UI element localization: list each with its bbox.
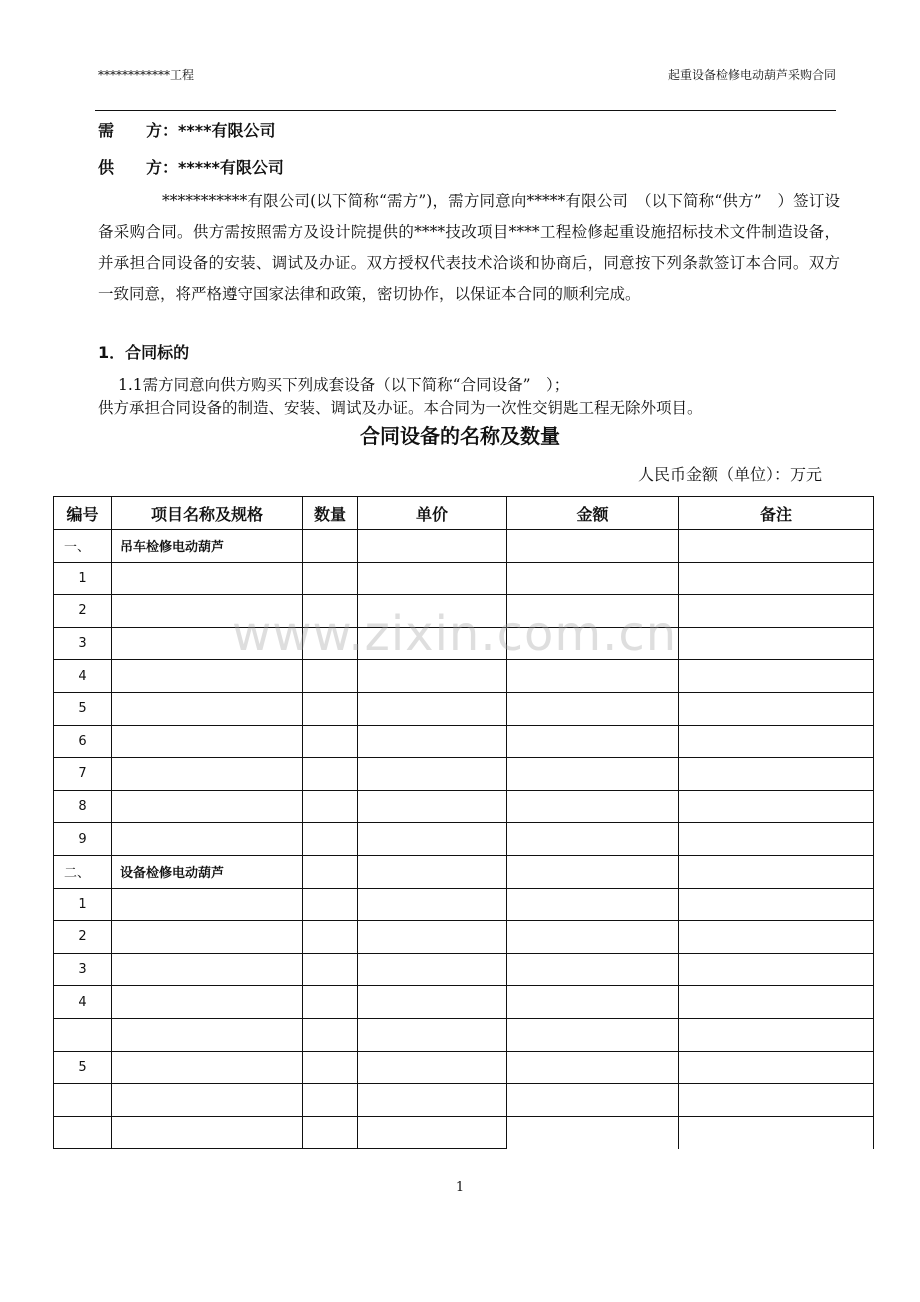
col-header-amount: 金额 bbox=[507, 497, 679, 530]
row-remark bbox=[679, 758, 874, 791]
row-number: 6 bbox=[54, 725, 112, 758]
col-header-qty: 数量 bbox=[303, 497, 358, 530]
row-amount bbox=[507, 823, 679, 856]
row-qty bbox=[303, 1018, 358, 1051]
row-amount bbox=[507, 921, 679, 954]
row-amount bbox=[507, 888, 679, 921]
row-item-name bbox=[112, 823, 303, 856]
row-qty bbox=[303, 888, 358, 921]
row-number: 3 bbox=[54, 627, 112, 660]
row-unit-price bbox=[358, 790, 507, 823]
row-remark bbox=[679, 530, 874, 563]
row-number: 8 bbox=[54, 790, 112, 823]
row-qty bbox=[303, 823, 358, 856]
row-item-name: 吊车检修电动葫芦 bbox=[112, 530, 303, 563]
row-amount bbox=[507, 953, 679, 986]
row-amount bbox=[507, 692, 679, 725]
row-unit-price bbox=[358, 1051, 507, 1084]
clause-1-1 bbox=[98, 374, 840, 420]
row-number bbox=[54, 1084, 112, 1117]
row-remark bbox=[679, 1018, 874, 1051]
row-remark bbox=[679, 823, 874, 856]
clause-line-1: 1.1需方同意向供方购买下列成套设备（以下简称“合同设备” ）； bbox=[118, 376, 570, 394]
row-unit-price bbox=[358, 562, 507, 595]
row-qty bbox=[303, 562, 358, 595]
row-number: 3 bbox=[54, 953, 112, 986]
table-row bbox=[54, 692, 874, 725]
row-number: 一、 bbox=[54, 530, 112, 563]
table-row bbox=[54, 855, 874, 888]
row-number: 二、 bbox=[54, 855, 112, 888]
row-unit-price bbox=[358, 921, 507, 954]
row-remark bbox=[679, 1084, 874, 1117]
row-number bbox=[54, 1116, 112, 1149]
row-number: 2 bbox=[54, 595, 112, 628]
table-row bbox=[54, 562, 874, 595]
row-amount bbox=[507, 1051, 679, 1084]
table-row bbox=[54, 660, 874, 693]
table-row bbox=[54, 530, 874, 563]
row-amount bbox=[507, 660, 679, 693]
row-remark bbox=[679, 692, 874, 725]
row-amount bbox=[507, 562, 679, 595]
row-qty bbox=[303, 986, 358, 1019]
row-unit-price bbox=[358, 1084, 507, 1117]
row-amount bbox=[507, 530, 679, 563]
buyer-line bbox=[98, 118, 276, 141]
row-item-name bbox=[112, 1051, 303, 1084]
row-amount bbox=[507, 1018, 679, 1051]
section-1-title: 1．合同标的 bbox=[98, 343, 190, 362]
row-amount bbox=[507, 1084, 679, 1117]
table-row bbox=[54, 1051, 874, 1084]
row-number: 2 bbox=[54, 921, 112, 954]
table-row bbox=[54, 790, 874, 823]
row-remark bbox=[679, 790, 874, 823]
row-item-name bbox=[112, 986, 303, 1019]
header-right: 起重设备检修电动葫芦采购合同 bbox=[667, 68, 836, 82]
table-row bbox=[54, 888, 874, 921]
row-number: 4 bbox=[54, 660, 112, 693]
row-remark bbox=[679, 855, 874, 888]
row-item-name bbox=[112, 790, 303, 823]
row-item-name bbox=[112, 1116, 303, 1149]
seller-name: *****有限公司 bbox=[178, 158, 284, 177]
table-row bbox=[54, 758, 874, 791]
row-remark bbox=[679, 921, 874, 954]
row-number bbox=[54, 1018, 112, 1051]
row-qty bbox=[303, 725, 358, 758]
table-row bbox=[54, 921, 874, 954]
buyer-name: ****有限公司 bbox=[178, 121, 276, 140]
row-unit-price bbox=[358, 855, 507, 888]
row-unit-price bbox=[358, 725, 507, 758]
row-number: 5 bbox=[54, 1051, 112, 1084]
row-unit-price bbox=[358, 888, 507, 921]
row-item-name bbox=[112, 1018, 303, 1051]
table-row bbox=[54, 725, 874, 758]
row-number: 1 bbox=[54, 562, 112, 595]
row-qty bbox=[303, 1051, 358, 1084]
row-remark bbox=[679, 660, 874, 693]
row-unit-price bbox=[358, 953, 507, 986]
clause-line-2: 供方承担合同设备的制造、安装、调试及办证。本合同为一次性交钥匙工程无除外项目。 bbox=[98, 399, 703, 417]
row-qty bbox=[303, 1116, 358, 1149]
row-remark bbox=[679, 986, 874, 1019]
row-qty bbox=[303, 921, 358, 954]
row-item-name bbox=[112, 692, 303, 725]
row-unit-price bbox=[358, 1018, 507, 1051]
row-remark bbox=[679, 888, 874, 921]
row-unit-price bbox=[358, 692, 507, 725]
header-rule bbox=[95, 110, 836, 111]
row-unit-price bbox=[358, 660, 507, 693]
row-item-name bbox=[112, 888, 303, 921]
col-header-remark: 备注 bbox=[679, 497, 874, 530]
row-unit-price bbox=[358, 758, 507, 791]
row-qty bbox=[303, 953, 358, 986]
col-header-unit-price: 单价 bbox=[358, 497, 507, 530]
row-unit-price bbox=[358, 823, 507, 856]
watermark: www.zixin.com.cn bbox=[232, 606, 678, 662]
table-row bbox=[54, 953, 874, 986]
row-number: 5 bbox=[54, 692, 112, 725]
row-remark bbox=[679, 953, 874, 986]
table-title: 合同设备的名称及数量 bbox=[360, 424, 560, 448]
row-remark bbox=[679, 1116, 874, 1149]
table-row bbox=[54, 1116, 874, 1149]
table-row bbox=[54, 1018, 874, 1051]
table-row bbox=[54, 823, 874, 856]
row-amount bbox=[507, 855, 679, 888]
seller-label: 供 方： bbox=[98, 158, 179, 177]
row-qty bbox=[303, 790, 358, 823]
row-amount bbox=[507, 1116, 679, 1149]
row-qty bbox=[303, 1084, 358, 1117]
row-qty bbox=[303, 530, 358, 563]
row-qty bbox=[303, 758, 358, 791]
table-header-row bbox=[54, 497, 874, 530]
currency-note: 人民币金额（单位）：万元 bbox=[637, 465, 822, 484]
row-unit-price bbox=[358, 986, 507, 1019]
col-header-no: 编号 bbox=[54, 497, 112, 530]
row-item-name bbox=[112, 758, 303, 791]
row-item-name bbox=[112, 953, 303, 986]
row-item-name bbox=[112, 1084, 303, 1117]
table-row bbox=[54, 986, 874, 1019]
row-amount bbox=[507, 790, 679, 823]
row-remark bbox=[679, 562, 874, 595]
row-remark bbox=[679, 627, 874, 660]
seller-line bbox=[98, 155, 284, 178]
row-item-name bbox=[112, 921, 303, 954]
buyer-label: 需 方： bbox=[98, 121, 179, 140]
row-unit-price bbox=[358, 1116, 507, 1149]
row-item-name bbox=[112, 660, 303, 693]
row-number: 4 bbox=[54, 986, 112, 1019]
row-number: 7 bbox=[54, 758, 112, 791]
row-item-name: 设备检修电动葫芦 bbox=[112, 855, 303, 888]
row-item-name bbox=[112, 725, 303, 758]
row-qty bbox=[303, 660, 358, 693]
row-remark bbox=[679, 725, 874, 758]
row-amount bbox=[507, 725, 679, 758]
row-item-name bbox=[112, 562, 303, 595]
row-number: 1 bbox=[54, 888, 112, 921]
intro-paragraph: ***********有限公司(以下简称“需方”)，需方同意向*****有限公司 （以下简称“供方” ）签订设备采购合同。供方需按照需方及设计院提供的****技改项目****工程检修起重设施招标技术文件制造设备，并承担合同设备的安装、调试及办证。双方授权代表技术洽谈和协商后，同意按下列条款签订本合同。双方一致同意，将严格遵守国家法律和政策，密切协作，以保证本合同的顺利完成。 bbox=[98, 192, 840, 303]
row-amount bbox=[507, 758, 679, 791]
row-qty bbox=[303, 855, 358, 888]
row-qty bbox=[303, 692, 358, 725]
row-number: 9 bbox=[54, 823, 112, 856]
row-amount bbox=[507, 986, 679, 1019]
equipment-table bbox=[53, 496, 874, 1149]
header-left: ************工程 bbox=[98, 68, 195, 82]
row-remark bbox=[679, 1051, 874, 1084]
table-row bbox=[54, 1084, 874, 1117]
row-unit-price bbox=[358, 530, 507, 563]
page-number: 1 bbox=[455, 1180, 465, 1195]
row-remark bbox=[679, 595, 874, 628]
col-header-name: 项目名称及规格 bbox=[112, 497, 303, 530]
